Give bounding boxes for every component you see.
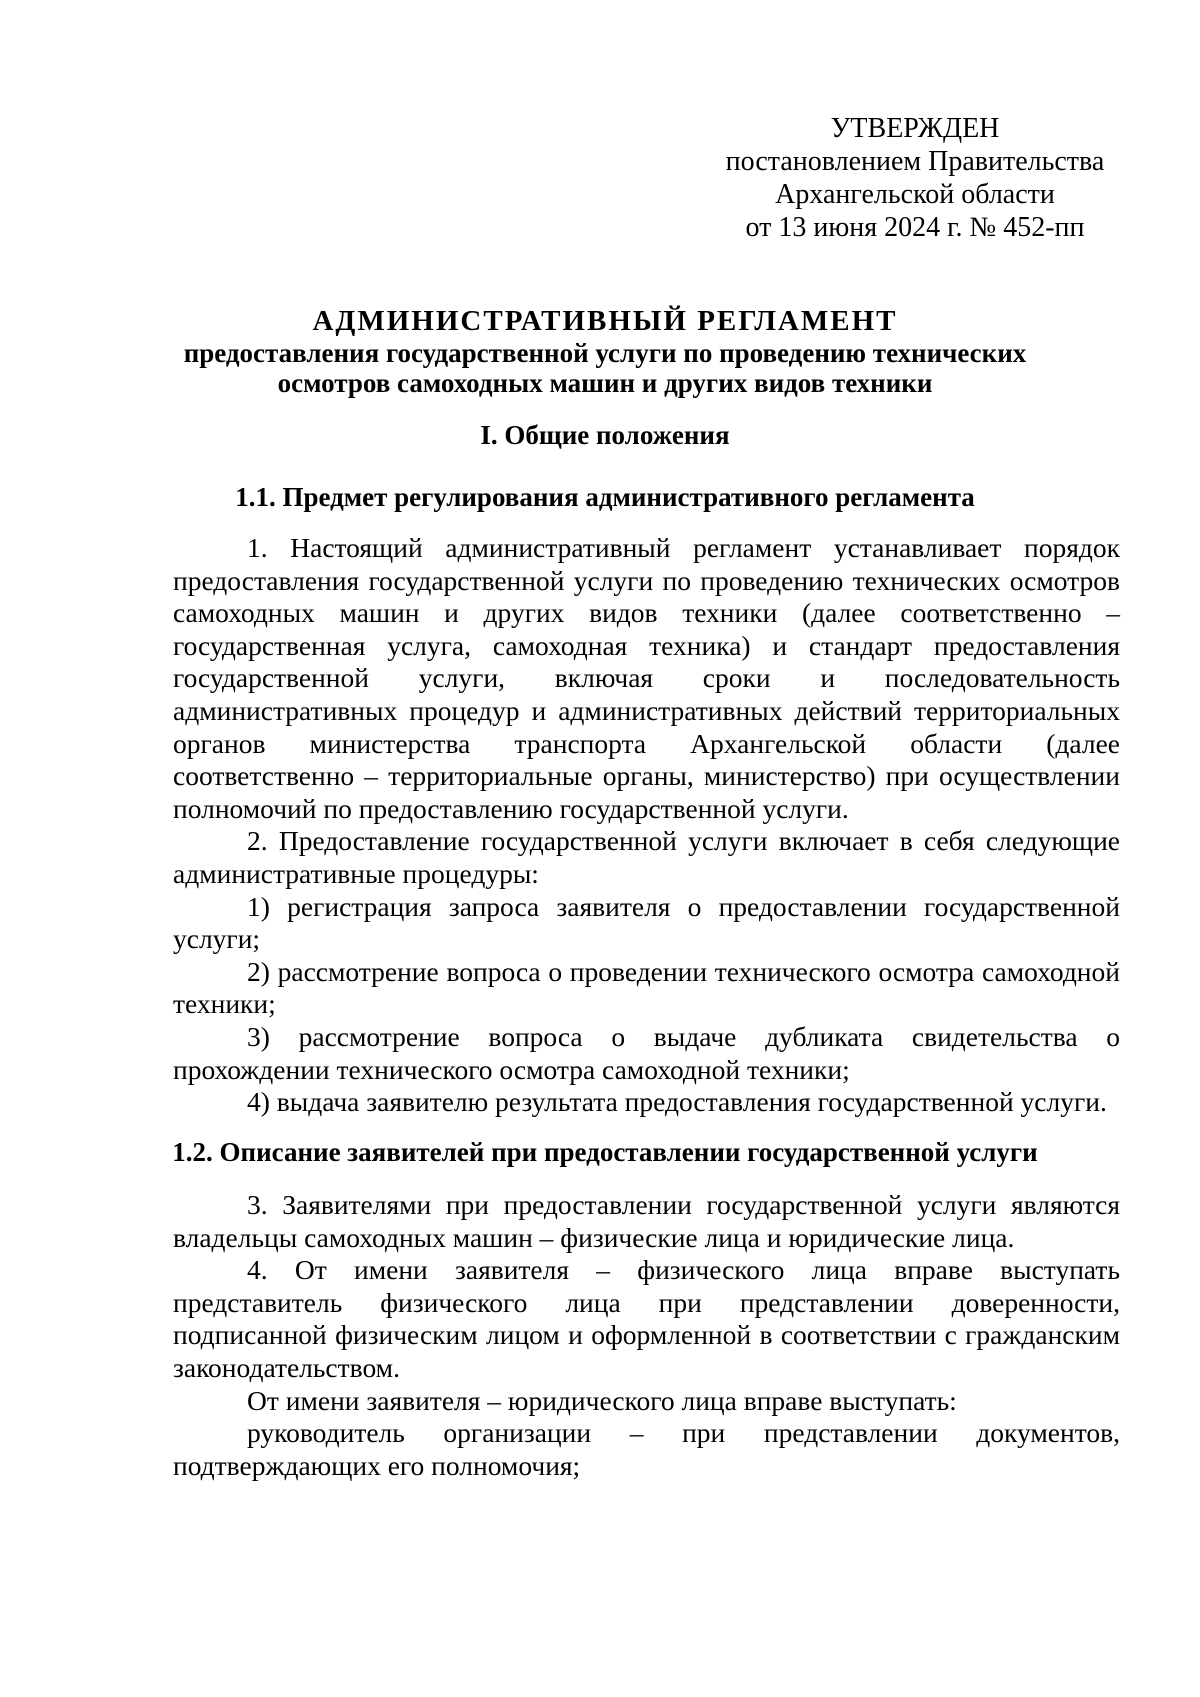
subsection-heading-1-2: 1.2. Описание заявителей при предоставлении государственной услуги bbox=[172, 1137, 1038, 1167]
list-item-3: 3) рассмотрение вопроса о выдаче дубликата свидетельства о прохождении технического осмотра самоходной техники; bbox=[173, 1020, 1120, 1085]
paragraph-1: 1. Настоящий административный регламент устанавливает порядок предоставления государственной услуги по проведению технических осмотров самоходных машин и других видов техники (далее соответственно – государственная услуга, самоходная техника) и стандарт предоставления государственной услуги, включая сроки и последовательность административных процедур и административных действий территориальных органов министерства транспорта Архангельской области (далее соответственно – территориальные органы, министерство) при осуществлении полномочий по предоставлению государственной услуги. bbox=[173, 532, 1120, 824]
document-subtitle-line-1: предоставления государственной услуги по проведению технических bbox=[183, 338, 1027, 368]
paragraph-legal-entity-intro: От имени заявителя – юридического лица вправе выступать: bbox=[247, 1384, 957, 1416]
list-item-2: 2) рассмотрение вопроса о проведении технического осмотра самоходной техники; bbox=[173, 955, 1120, 1020]
document-title-block bbox=[140, 304, 1070, 398]
list-item-4: 4) выдача заявителю результата предоставления государственной услуги. bbox=[247, 1086, 1107, 1118]
approval-region-line: Архангельской области bbox=[775, 179, 1055, 210]
paragraph-4: 4. От имени заявителя – физического лица вправе выступать представитель физического лица при представлении доверенности, подписанной физическим лицом и оформленной в соответствии с гражданским законодательством. bbox=[173, 1254, 1120, 1383]
document-title: АДМИНИСТРАТИВНЫЙ РЕГЛАМЕНТ bbox=[312, 305, 898, 337]
approval-stamp-block bbox=[700, 112, 1130, 244]
approval-heading: УТВЕРЖДЕН bbox=[830, 113, 1000, 144]
list-item-1: 1) регистрация запроса заявителя о предоставлении государственной услуги; bbox=[173, 890, 1120, 955]
approval-date-number-line: от 13 июня 2024 г. № 452-пп bbox=[745, 212, 1085, 243]
subsection-1-2-body bbox=[173, 1189, 1120, 1482]
paragraph-organization-head: руководитель организации – при представлении документов, подтверждающих его полномочия; bbox=[173, 1417, 1120, 1481]
paragraph-2: 2. Предоставление государственной услуги включает в себя следующие административные процедуры: bbox=[173, 825, 1120, 889]
section-heading-general: I. Общие положения bbox=[480, 420, 730, 450]
approval-decree-line: постановлением Правительства bbox=[725, 146, 1105, 177]
paragraph-3: 3. Заявителями при предоставлении государственной услуги являются владельцы самоходных машин – физические лица и юридические лица. bbox=[173, 1189, 1120, 1253]
subsection-heading-1-1: 1.1. Предмет регулирования административного регламента bbox=[235, 482, 975, 512]
document-subtitle-line-2: осмотров самоходных машин и других видов техники bbox=[277, 368, 933, 398]
subsection-1-1-body bbox=[173, 532, 1120, 1119]
